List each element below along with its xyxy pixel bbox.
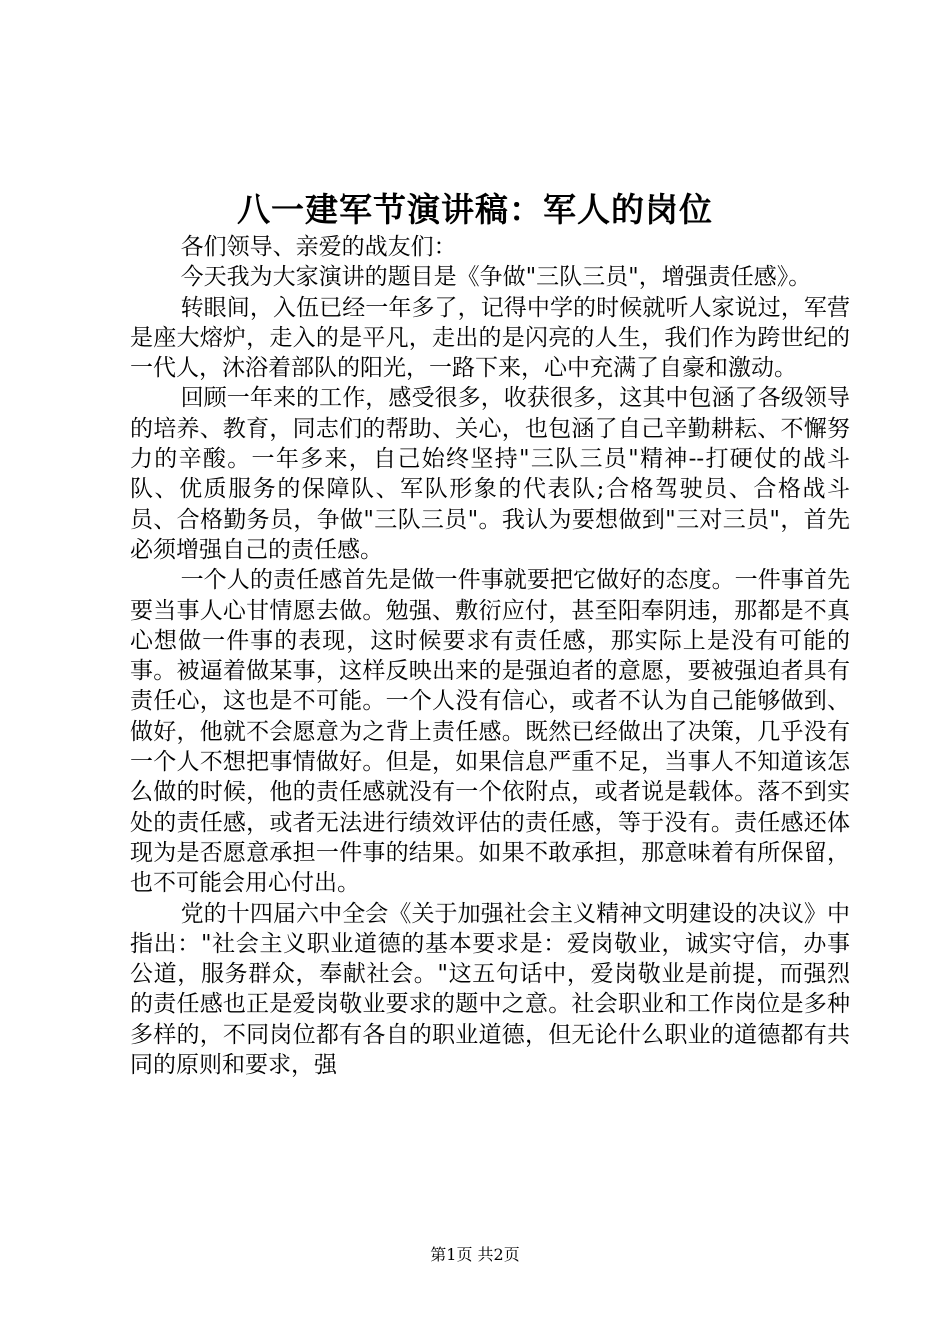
paragraph-responsibility: 一个人的责任感首先是做一件事就要把它做好的态度。一件事首先要当事人心甘情愿去做。勉强、敷衍应付，甚至阳奉阴违，那都是不真心想做一件事的表现，这时候要求有责任感，那实际上是没有可能的事。被逼着做某事，这样反映出来的是强迫者的意愿，要被强迫者具有责任心，这也是不可能。一个人没有信心，或者不认为自己能够做到、做好，他就不会愿意为之背上责任感。既然已经做出了决策，几乎没有一个人不想把事情做好。但是，如果信息严重不足，当事人不知道该怎么做的时候，他的责任感就没有一个依附点，或者说是载体。落不到实处的责任感，或者无法进行绩效评估的责任感，等于没有。责任感还体现为是否愿意承担一件事的结果。如果不敢承担，那意味着有所保留，也不可能会用心付出。	[130, 567, 850, 897]
paragraph-salutation: 各们领导、亲爱的战友们：	[180, 234, 457, 260]
paragraph-topic: 今天我为大家演讲的题目是《争做"三队三员"，增强责任感》。	[180, 264, 812, 291]
document-body	[130, 232, 850, 1080]
paragraph-review: 回顾一年来的工作，感受很多，收获很多，这其中包涵了各级领导的培养、教育，同志们的帮助、关心，也包涵了自己辛勤耕耘、不懈努力的辛酸。一年多来，自己始终坚持"三队三员"精神--打硬仗的战斗队、优质服务的保障队、军队形象的代表队;合格驾驶员、合格战斗员、合格勤务员，争做"三队三员"。我认为要想做到"三对三员"，首先必须增强自己的责任感。	[130, 385, 850, 563]
document-title: 八一建军节演讲稿：军人的岗位	[237, 190, 713, 229]
page-footer: 第1页 共2页	[430, 1245, 520, 1264]
paragraph-enlistment: 转眼间，入伍已经一年多了，记得中学的时候就听人家说过，军营是座大熔炉，走入的是平凡，走出的是闪亮的人生，我们作为跨世纪的一代人，沐浴着部队的阳光，一路下来，心中充满了自豪和激动。	[130, 294, 850, 382]
paragraph-ethics: 党的十四届六中全会《关于加强社会主义精神文明建设的决议》中指出："社会主义职业道德的基本要求是：爱岗敬业，诚实守信，办事公道，服务群众，奉献社会。"这五句话中，爱岗敬业是前提，而强烈的责任感也正是爱岗敬业要求的题中之意。社会职业和工作岗位是多种多样的，不同岗位都有各自的职业道德，但无论什么职业的道德都有共同的原则和要求，强	[130, 900, 850, 1079]
